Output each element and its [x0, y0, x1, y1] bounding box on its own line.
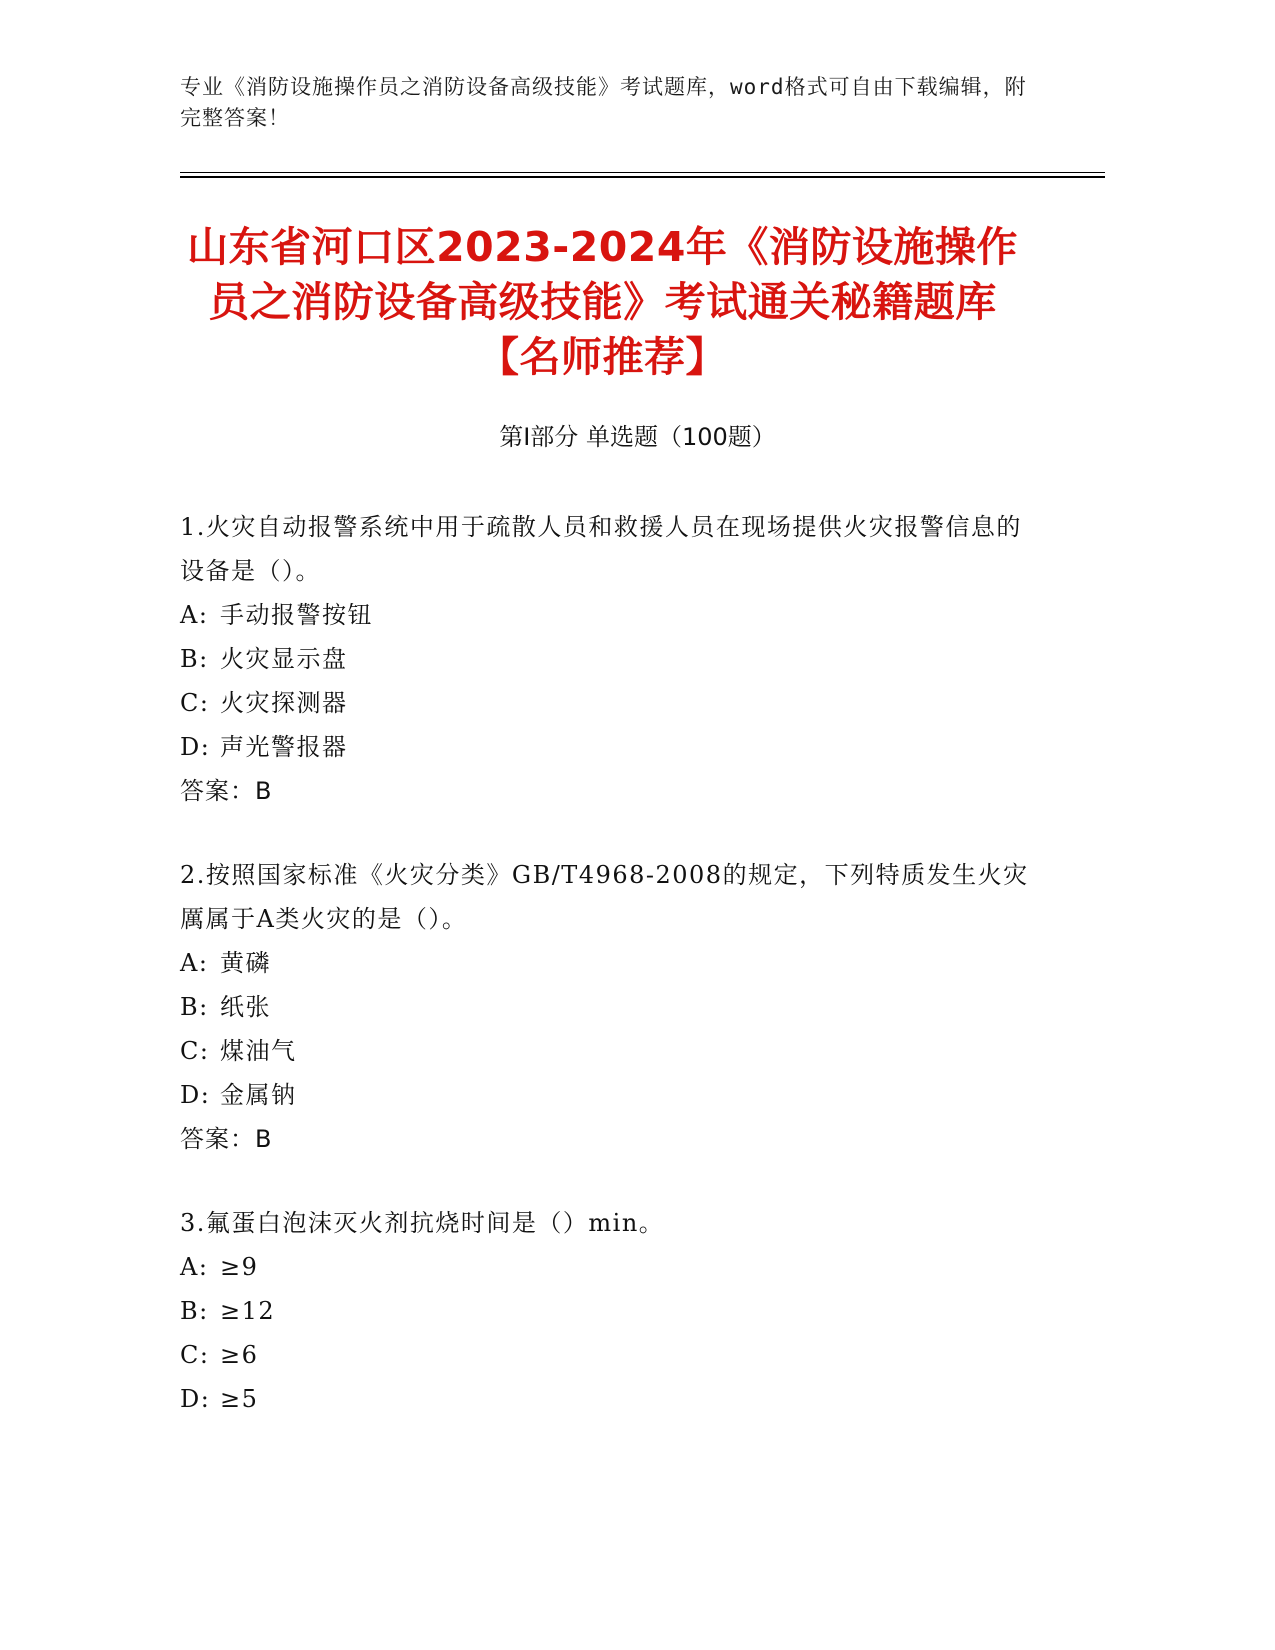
title-line: 员之消防设备高级技能》考试通关秘籍题库 — [208, 278, 997, 326]
header-rule-thick — [180, 176, 1105, 178]
section-title: 第I部分 单选题（100题） — [499, 423, 776, 451]
option-c — [180, 1029, 1040, 1073]
answer-line: 答案：B — [180, 1125, 273, 1153]
option-text: ≥5 — [220, 1385, 259, 1413]
option-letter: A: — [180, 601, 209, 629]
option-letter: C: — [180, 1037, 210, 1065]
option-b — [180, 637, 1040, 681]
option-letter: C: — [180, 689, 210, 717]
option-letter: A: — [180, 949, 209, 977]
question-item — [180, 853, 1040, 1161]
question-item — [180, 1201, 1040, 1421]
answer-line: 答案：B — [180, 777, 273, 805]
option-d — [180, 725, 1040, 769]
question-stem: 1.火灾自动报警系统中用于疏散人员和救援人员在现场提供火灾报警信息的设备是（）。 — [180, 513, 1022, 585]
question-stem: 3.氟蛋白泡沫灭火剂抗烧时间是（）min。 — [180, 1209, 665, 1237]
option-text: 声光警报器 — [220, 733, 348, 761]
option-text: 火灾显示盘 — [220, 645, 348, 673]
option-a — [180, 1245, 1040, 1289]
option-d — [180, 1073, 1040, 1117]
option-text: ≥9 — [220, 1253, 259, 1281]
option-text: ≥12 — [220, 1297, 276, 1325]
option-text: 煤油气 — [220, 1037, 297, 1065]
question-stem: 2.按照国家标准《火灾分类》GB/T4968-2008的规定，下列特质发生火灾厲属于A类火灾的是（）。 — [180, 861, 1029, 933]
option-a — [180, 593, 1040, 637]
header-rule-thin — [180, 172, 1105, 173]
option-letter: A: — [180, 1253, 209, 1281]
header-note: 专业《消防设施操作员之消防设备高级技能》考试题库，word格式可自由下载编辑，附完整答案！ — [180, 75, 1027, 130]
option-text: 手动报警按钮 — [220, 601, 373, 629]
option-letter: B: — [180, 993, 209, 1021]
option-text: 纸张 — [220, 993, 271, 1021]
title-line: 山东省河口区2023-2024年《消防设施操作 — [187, 223, 1018, 271]
option-b — [180, 985, 1040, 1029]
question-item — [180, 505, 1040, 813]
option-a — [180, 941, 1040, 985]
option-b — [180, 1289, 1040, 1333]
title-line: 【名师推荐】 — [478, 333, 727, 381]
option-text: 金属钠 — [220, 1081, 297, 1109]
option-letter: C: — [180, 1341, 210, 1369]
question-list — [180, 505, 1040, 1461]
option-c — [180, 1333, 1040, 1377]
option-letter: D: — [180, 733, 211, 761]
option-text: ≥6 — [220, 1341, 259, 1369]
option-letter: B: — [180, 1297, 209, 1325]
option-text: 黄磷 — [220, 949, 271, 977]
option-c — [180, 681, 1040, 725]
option-text: 火灾探测器 — [220, 689, 348, 717]
option-letter: B: — [180, 645, 209, 673]
option-letter: D: — [180, 1385, 211, 1413]
document-title — [150, 220, 1055, 385]
option-d — [180, 1377, 1040, 1421]
option-letter: D: — [180, 1081, 211, 1109]
